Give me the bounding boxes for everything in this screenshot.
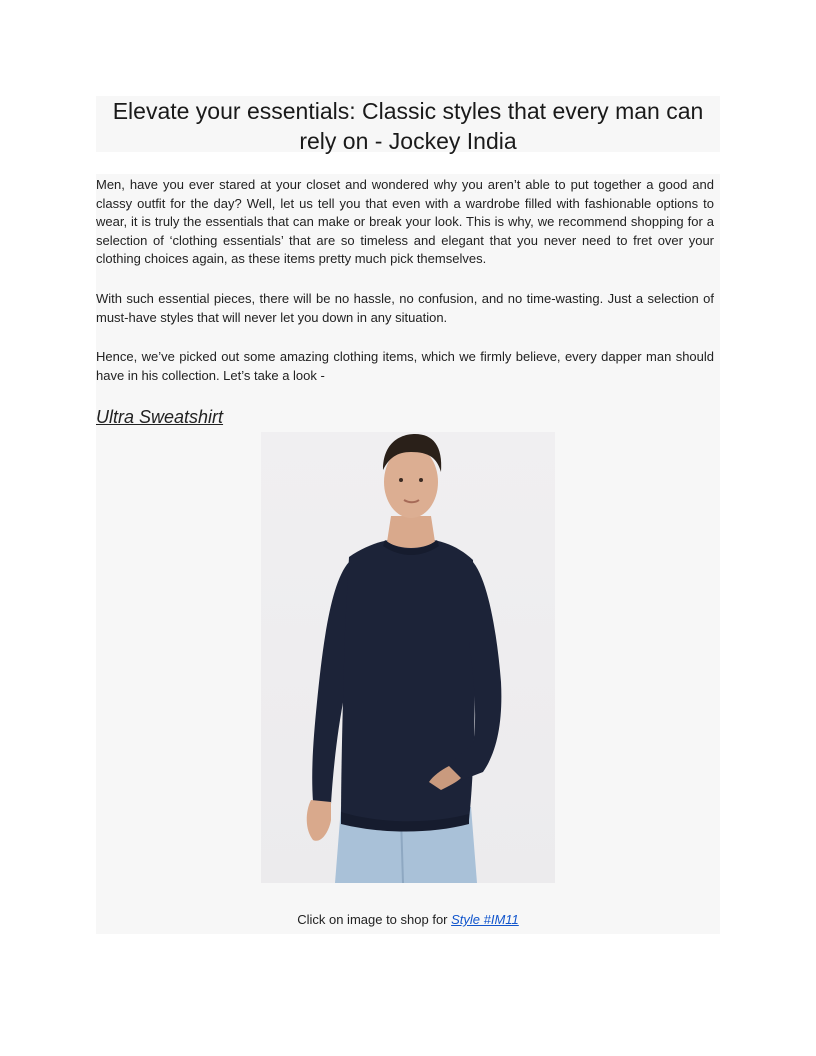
- essentials-paragraph: With such essential pieces, there will be no hassle, no confusion, and no time-wasting. Just a selection of must-have styles that will never let you down in any situation.: [96, 291, 714, 325]
- man-in-navy-sweatshirt-photo: [261, 432, 555, 883]
- picks-paragraph: Hence, we’ve picked out some amazing clothing items, which we firmly believe, every dapper man should have in his collection. Let’s take a look -: [96, 349, 714, 383]
- article-body: [96, 174, 720, 934]
- style-link[interactable]: Style #IM11: [451, 912, 519, 927]
- intro-paragraph: Men, have you ever stared at your closet and wondered why you aren’t able to put together a good and classy outfit for the day? Well, let us tell you that even with a wardrobe filled with fashionable options to wear, it is truly the essentials that can make or break your look. This is why, we recommend shopping for a selection of ‘clothing essentials’ that are so timeless and elegant that you never need to fret over your clothing choices again, as these items pretty much pick themselves.: [96, 177, 714, 266]
- sweatshirt-body: [341, 538, 475, 828]
- neck: [387, 516, 435, 548]
- section-heading-ultra-sweatshirt[interactable]: Ultra Sweatshirt: [96, 407, 224, 427]
- image-caption: [96, 912, 720, 927]
- left-hand: [307, 800, 331, 841]
- product-image[interactable]: [261, 432, 555, 883]
- page-title: Elevate your essentials: Classic styles that every man can rely on - Jockey India: [96, 96, 720, 152]
- caption-text: Click on image to shop for: [297, 912, 452, 927]
